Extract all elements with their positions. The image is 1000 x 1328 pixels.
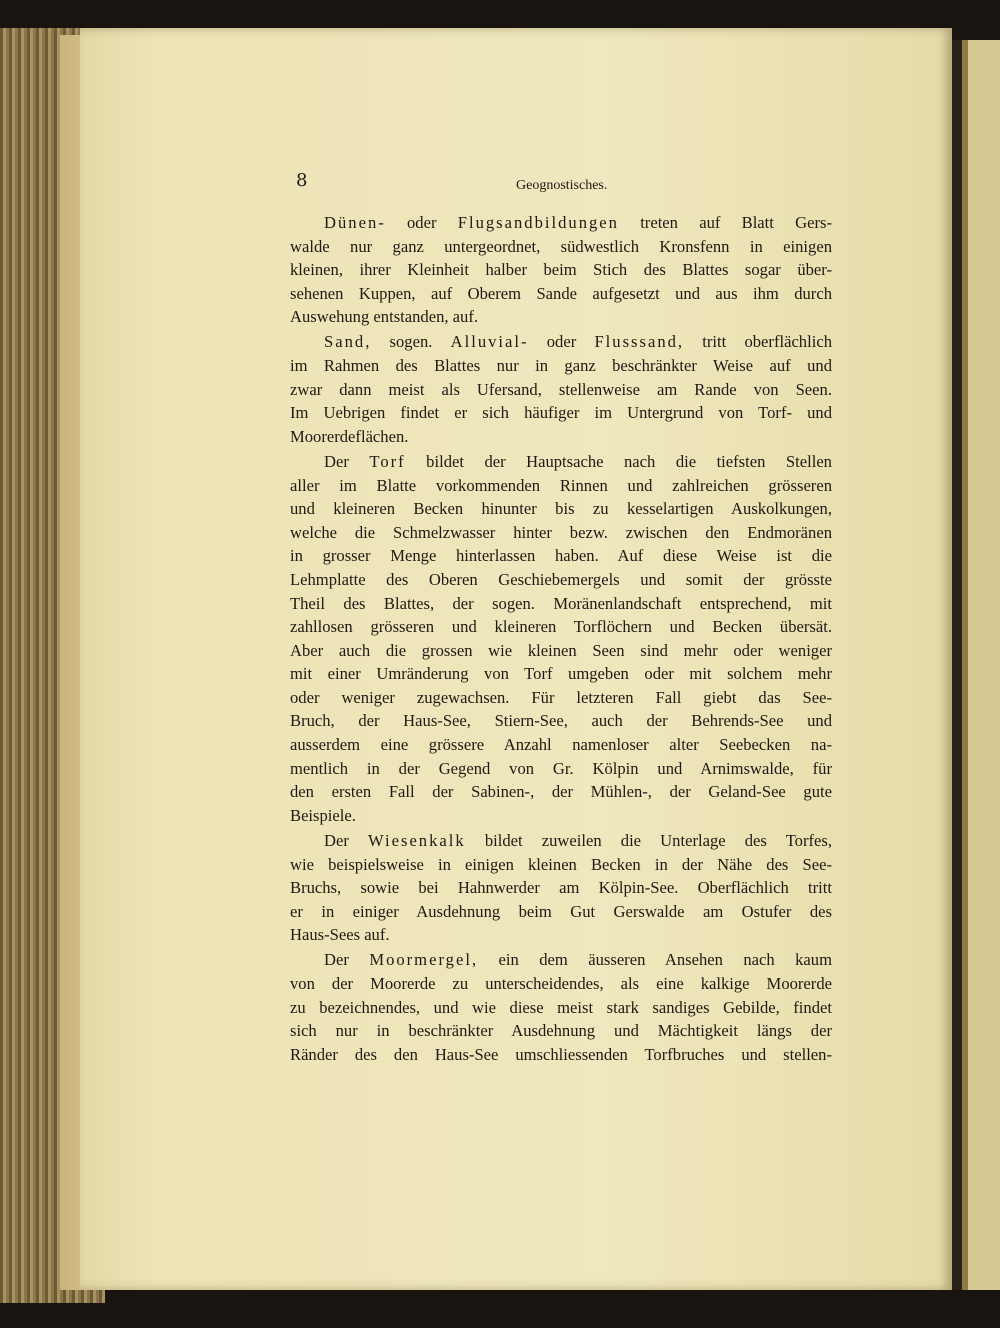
spaced-emphasis-term: Flugsandbildungen bbox=[457, 213, 619, 232]
text-segment: zwar dann meist als Ufersand, stellenweise am Rande von Seen. bbox=[290, 379, 832, 399]
page-number: 8 bbox=[296, 170, 308, 191]
text-line bbox=[290, 780, 832, 804]
text-segment: zahllosen grösseren und kleineren Torflöchern und Becken übersät. bbox=[290, 617, 832, 637]
text-segment: wie beispielsweise in einigen kleinen Becken in der Nähe des See- bbox=[290, 854, 832, 874]
text-segment: Auswehung entstanden, auf. bbox=[290, 307, 479, 327]
text-segment: Haus-Sees auf. bbox=[290, 925, 390, 945]
spaced-emphasis-term: Torf bbox=[369, 451, 406, 471]
text-line bbox=[290, 330, 832, 354]
text-line bbox=[290, 948, 832, 972]
text-segment: Theil des Blattes, der sogen. Moränenlandschaft entsprechend, mit bbox=[290, 593, 832, 613]
text-segment: oder bbox=[385, 213, 458, 232]
text-line bbox=[290, 709, 832, 733]
text-segment: von der Moorerde zu unterscheidendes, als eine kalkige Moorerde bbox=[290, 974, 832, 993]
text-segment: bildet zuweilen die Unterlage des Torfes, bbox=[465, 830, 832, 850]
text-line bbox=[290, 1019, 832, 1043]
text-segment: Bruch, der Haus-See, Stiern-See, auch der Behrends-See und bbox=[290, 711, 832, 731]
text-line bbox=[290, 1043, 832, 1067]
text-line bbox=[290, 521, 832, 545]
text-line bbox=[290, 211, 832, 235]
text-segment: walde nur ganz untergeordnet, südwestlich Kronsfenn in einigen bbox=[290, 236, 832, 256]
text-segment: Der bbox=[324, 950, 370, 970]
text-line bbox=[290, 474, 832, 498]
text-line bbox=[290, 544, 832, 568]
text-line bbox=[290, 378, 832, 402]
text-segment: den ersten Fall der Sabinen-, der Mühlen-, der Geland-See gute bbox=[290, 782, 832, 802]
text-line bbox=[290, 829, 832, 853]
text-segment: in grosser Menge hinterlassen haben. Auf diese Weise ist die bbox=[290, 546, 832, 566]
text-line bbox=[290, 592, 832, 616]
text-segment: kleinen, ihrer Kleinheit halber beim Stich des Blattes sogar über- bbox=[290, 260, 832, 280]
text-segment: und kleineren Becken hinunter bis zu kesselartigen Auskolkungen, bbox=[290, 499, 832, 519]
text-line bbox=[290, 662, 832, 686]
text-segment: im Rahmen des Blattes nur in ganz beschränkter Weise auf und bbox=[290, 356, 832, 376]
spaced-emphasis-term: Alluvial- bbox=[450, 332, 529, 352]
text-segment: treten auf Blatt Gers- bbox=[618, 213, 832, 232]
text-segment: mentlich in der Gegend von Gr. Kölpin und Arnimswalde, für bbox=[290, 758, 832, 778]
spaced-emphasis-term: Wiesenkalk bbox=[368, 830, 466, 850]
spaced-emphasis-term: Dünen- bbox=[324, 213, 386, 232]
text-segment: oder weniger zugewachsen. Für letzteren Fall giebt das See- bbox=[290, 687, 832, 707]
text-segment: bildet der Hauptsache nach die tiefsten Stellen bbox=[405, 451, 832, 471]
paragraph bbox=[290, 450, 832, 828]
text-line bbox=[290, 639, 832, 663]
text-segment: Der bbox=[324, 451, 370, 471]
facing-page-edge bbox=[952, 40, 1000, 1290]
page-header bbox=[296, 170, 836, 196]
text-segment: Bruchs, sowie bei Hahnwerder am Kölpin-See. Oberflächlich tritt bbox=[290, 878, 832, 898]
page-body-text bbox=[290, 211, 832, 1068]
text-line bbox=[290, 996, 832, 1020]
text-line bbox=[290, 258, 832, 282]
text-segment: ausserdem eine grössere Anzahl namenloser alter Seebecken na- bbox=[290, 735, 832, 755]
text-line bbox=[290, 615, 832, 639]
paragraph bbox=[290, 829, 832, 947]
text-segment: Moorerdeflächen. bbox=[290, 426, 409, 446]
text-line bbox=[290, 568, 832, 592]
paragraph bbox=[290, 211, 832, 329]
text-segment: Aber auch die grossen wie kleinen Seen sind mehr oder weniger bbox=[290, 640, 832, 660]
text-line bbox=[290, 972, 832, 996]
text-line bbox=[290, 757, 832, 781]
text-segment: er in einiger Ausdehnung beim Gut Gerswalde am Ostufer des bbox=[290, 901, 832, 921]
text-segment: Beispiele. bbox=[290, 805, 356, 825]
text-segment: aller im Blatte vorkommenden Rinnen und zahlreichen grösseren bbox=[290, 475, 832, 495]
text-segment: oder bbox=[528, 332, 595, 352]
text-line bbox=[290, 733, 832, 757]
text-line bbox=[290, 804, 832, 828]
text-segment: Im Uebrigen findet er sich häufiger im Untergrund von Torf- und bbox=[290, 403, 832, 423]
spaced-emphasis-term: Flusssand, bbox=[594, 332, 685, 352]
text-segment: sogen. bbox=[371, 332, 451, 352]
text-line bbox=[290, 686, 832, 710]
text-line bbox=[290, 401, 832, 425]
text-line bbox=[290, 425, 832, 449]
paragraph bbox=[290, 948, 832, 1066]
text-segment: sehenen Kuppen, auf Oberem Sande aufgesetzt und aus ihm durch bbox=[290, 283, 832, 303]
text-segment: zu bezeichnendes, und wie diese meist stark sandiges Gebilde, findet bbox=[290, 997, 832, 1017]
text-line bbox=[290, 900, 832, 924]
text-line bbox=[290, 282, 832, 306]
running-title: Geognostisches. bbox=[516, 178, 608, 193]
text-segment: Der bbox=[324, 830, 369, 850]
text-line bbox=[290, 853, 832, 877]
text-segment: ein dem äusseren Ansehen nach kaum bbox=[478, 950, 832, 970]
text-segment: tritt oberflächlich bbox=[684, 332, 832, 352]
text-segment: sich nur in beschränkter Ausdehnung und Mächtigkeit längs der bbox=[290, 1021, 832, 1041]
text-line bbox=[290, 923, 832, 947]
text-segment: Lehmplatte des Oberen Geschiebemergels und somit der grösste bbox=[290, 569, 832, 589]
text-line bbox=[290, 354, 832, 378]
spaced-emphasis-term: Moormergel, bbox=[369, 950, 479, 970]
text-segment: mit einer Umränderung von Torf umgeben oder mit solchem mehr bbox=[290, 664, 832, 684]
text-segment: welche die Schmelzwasser hinter bezw. zwischen den Endmoränen bbox=[290, 522, 832, 542]
text-line bbox=[290, 497, 832, 521]
paragraph bbox=[290, 330, 832, 448]
text-line bbox=[290, 450, 832, 474]
spaced-emphasis-term: Sand, bbox=[324, 332, 372, 352]
text-line bbox=[290, 305, 832, 329]
text-line bbox=[290, 235, 832, 259]
text-line bbox=[290, 876, 832, 900]
text-segment: Ränder des den Haus-See umschliessenden Torfbruches und stellen- bbox=[290, 1044, 832, 1064]
